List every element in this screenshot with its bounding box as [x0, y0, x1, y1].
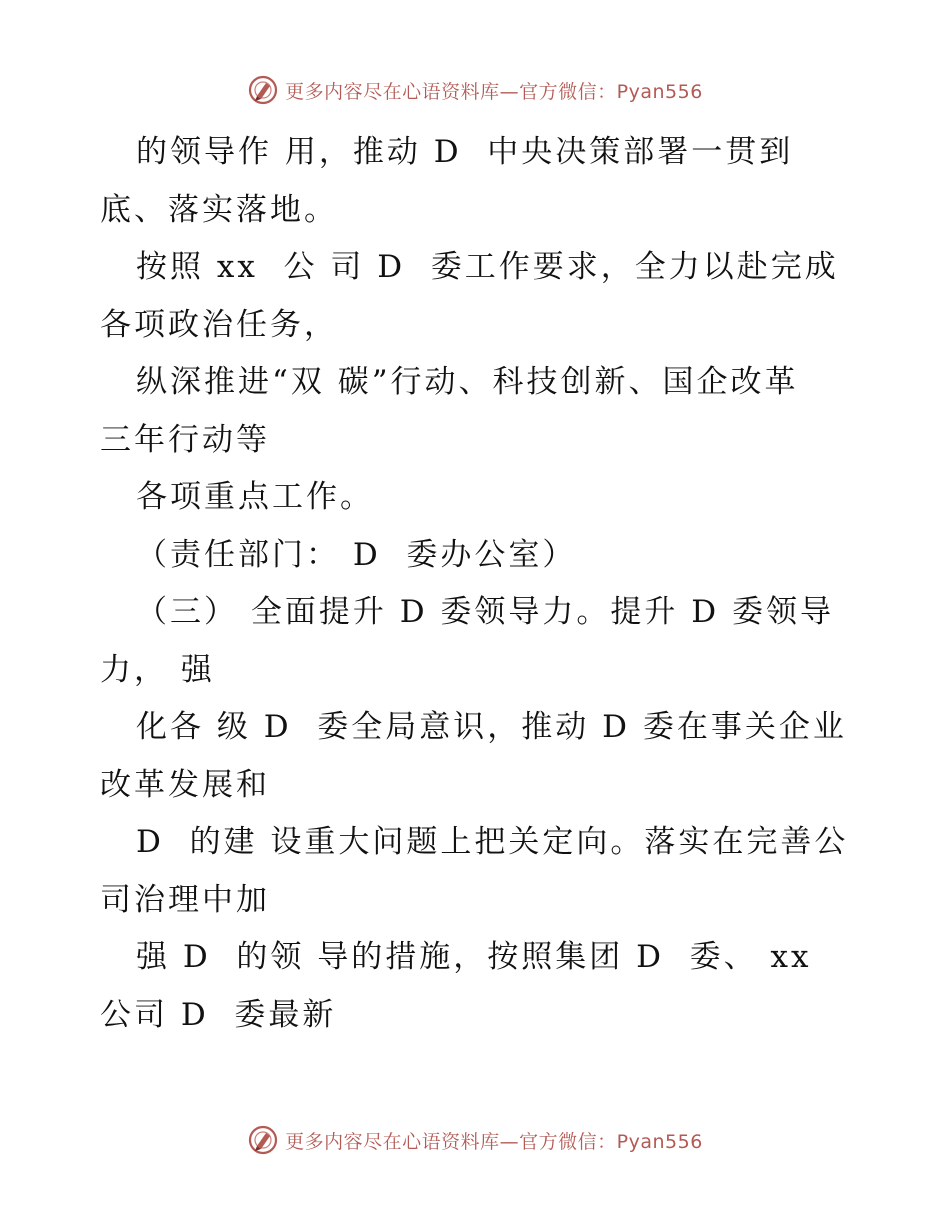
footer-banner-inner — [247, 1124, 703, 1156]
pen-nib-logo-icon — [247, 1124, 279, 1156]
text-line: 改革发展和 — [100, 766, 270, 803]
text-line: 力， 强 — [100, 651, 215, 688]
text-line: D 的建 设重大问题上把关定向。落实在完善公 — [136, 824, 849, 860]
text-line: 各项政治任务， — [100, 306, 338, 343]
header-banner-text: 更多内容尽在心语资料库—官方微信：Pyan556 — [285, 80, 703, 103]
text-line: 公司 D 委最新 — [100, 996, 337, 1033]
text-line: 化各 级 D 委全局意识，推动 D 委在事关企业 — [136, 709, 847, 745]
header-banner — [0, 70, 950, 110]
text-line: 司治理中加 — [100, 881, 270, 918]
text-line: 三年行动等 — [100, 421, 270, 458]
text-line: （三） 全面提升 D 委领导力。提升 D 委领导 — [136, 594, 834, 630]
text-line: 的领导作 用，推动 D 中央决策部署一贯到 — [136, 134, 794, 170]
text-line: 强 D 的领 导的措施，按照集团 D 委、 xx — [136, 939, 812, 975]
text-line: 底、落实落地。 — [100, 191, 338, 228]
pen-nib-logo-icon — [247, 74, 279, 106]
document-body — [100, 124, 860, 1044]
text-line: 各项重点工作。 — [136, 479, 374, 515]
footer-banner — [0, 1120, 950, 1160]
header-banner-inner — [247, 74, 703, 106]
text-line: （责任部门： D 委办公室） — [136, 536, 577, 573]
text-line: 纵深推进“双 碳”行动、科技创新、国企改革 — [136, 364, 799, 400]
footer-banner-text: 更多内容尽在心语资料库—官方微信：Pyan556 — [285, 1130, 703, 1153]
text-line: 按照 xx 公 司 D 委工作要求，全力以赴完成 — [136, 249, 839, 285]
